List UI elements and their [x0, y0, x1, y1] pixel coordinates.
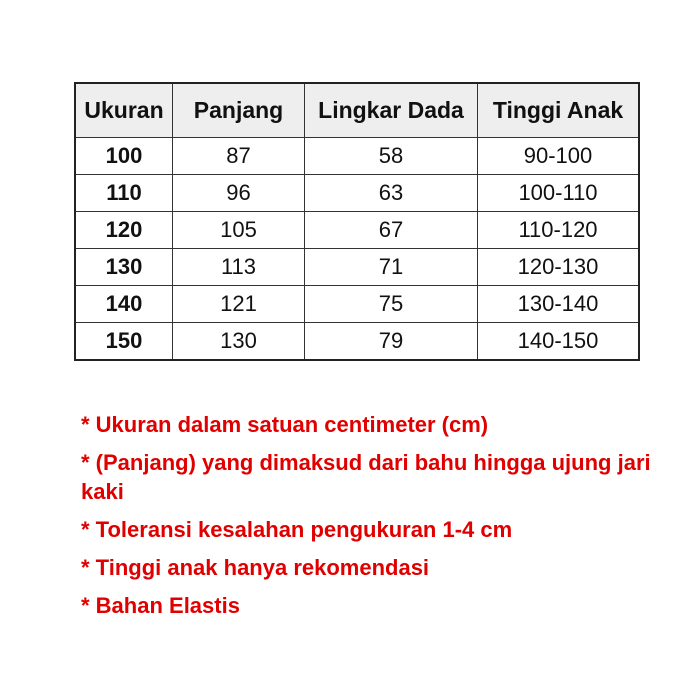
size-cell: 100 — [75, 138, 173, 175]
notes-list — [81, 410, 671, 629]
table-header — [75, 83, 639, 138]
note-material: * Bahan Elastis — [81, 593, 240, 618]
lingkar-dada-cell: 67 — [305, 212, 478, 249]
tinggi-anak-cell: 110-120 — [478, 212, 640, 249]
tinggi-anak-cell: 120-130 — [478, 249, 640, 286]
table-body — [75, 138, 639, 361]
table-row — [75, 212, 639, 249]
size-chart-table — [74, 82, 640, 361]
size-cell: 140 — [75, 286, 173, 323]
panjang-cell: 130 — [173, 323, 305, 361]
table-row — [75, 286, 639, 323]
header-lingkar-dada: Lingkar Dada — [305, 83, 478, 138]
panjang-cell: 105 — [173, 212, 305, 249]
note-unit: * Ukuran dalam satuan centimeter (cm) — [81, 412, 489, 437]
lingkar-dada-cell: 58 — [305, 138, 478, 175]
panjang-cell: 96 — [173, 175, 305, 212]
size-cell: 110 — [75, 175, 173, 212]
header-ukuran: Ukuran — [75, 83, 173, 138]
size-cell: 150 — [75, 323, 173, 361]
lingkar-dada-cell: 75 — [305, 286, 478, 323]
table-row — [75, 323, 639, 361]
size-cell: 130 — [75, 249, 173, 286]
table-row — [75, 138, 639, 175]
lingkar-dada-cell: 71 — [305, 249, 478, 286]
header-panjang: Panjang — [173, 83, 305, 138]
lingkar-dada-cell: 79 — [305, 323, 478, 361]
header-tinggi-anak: Tinggi Anak — [478, 83, 640, 138]
tinggi-anak-cell: 130-140 — [478, 286, 640, 323]
size-cell: 120 — [75, 212, 173, 249]
panjang-cell: 113 — [173, 249, 305, 286]
note-height-recommendation: * Tinggi anak hanya rekomendasi — [81, 555, 430, 580]
note-tolerance: * Toleransi kesalahan pengukuran 1-4 cm — [81, 517, 513, 542]
table-row — [75, 249, 639, 286]
header-row — [75, 83, 639, 138]
tinggi-anak-cell: 90-100 — [478, 138, 640, 175]
table-row — [75, 175, 639, 212]
tinggi-anak-cell: 140-150 — [478, 323, 640, 361]
lingkar-dada-cell: 63 — [305, 175, 478, 212]
panjang-cell: 87 — [173, 138, 305, 175]
note-length-definition: * (Panjang) yang dimaksud dari bahu hingga ujung jari kaki — [81, 450, 651, 504]
panjang-cell: 121 — [173, 286, 305, 323]
tinggi-anak-cell: 100-110 — [478, 175, 640, 212]
